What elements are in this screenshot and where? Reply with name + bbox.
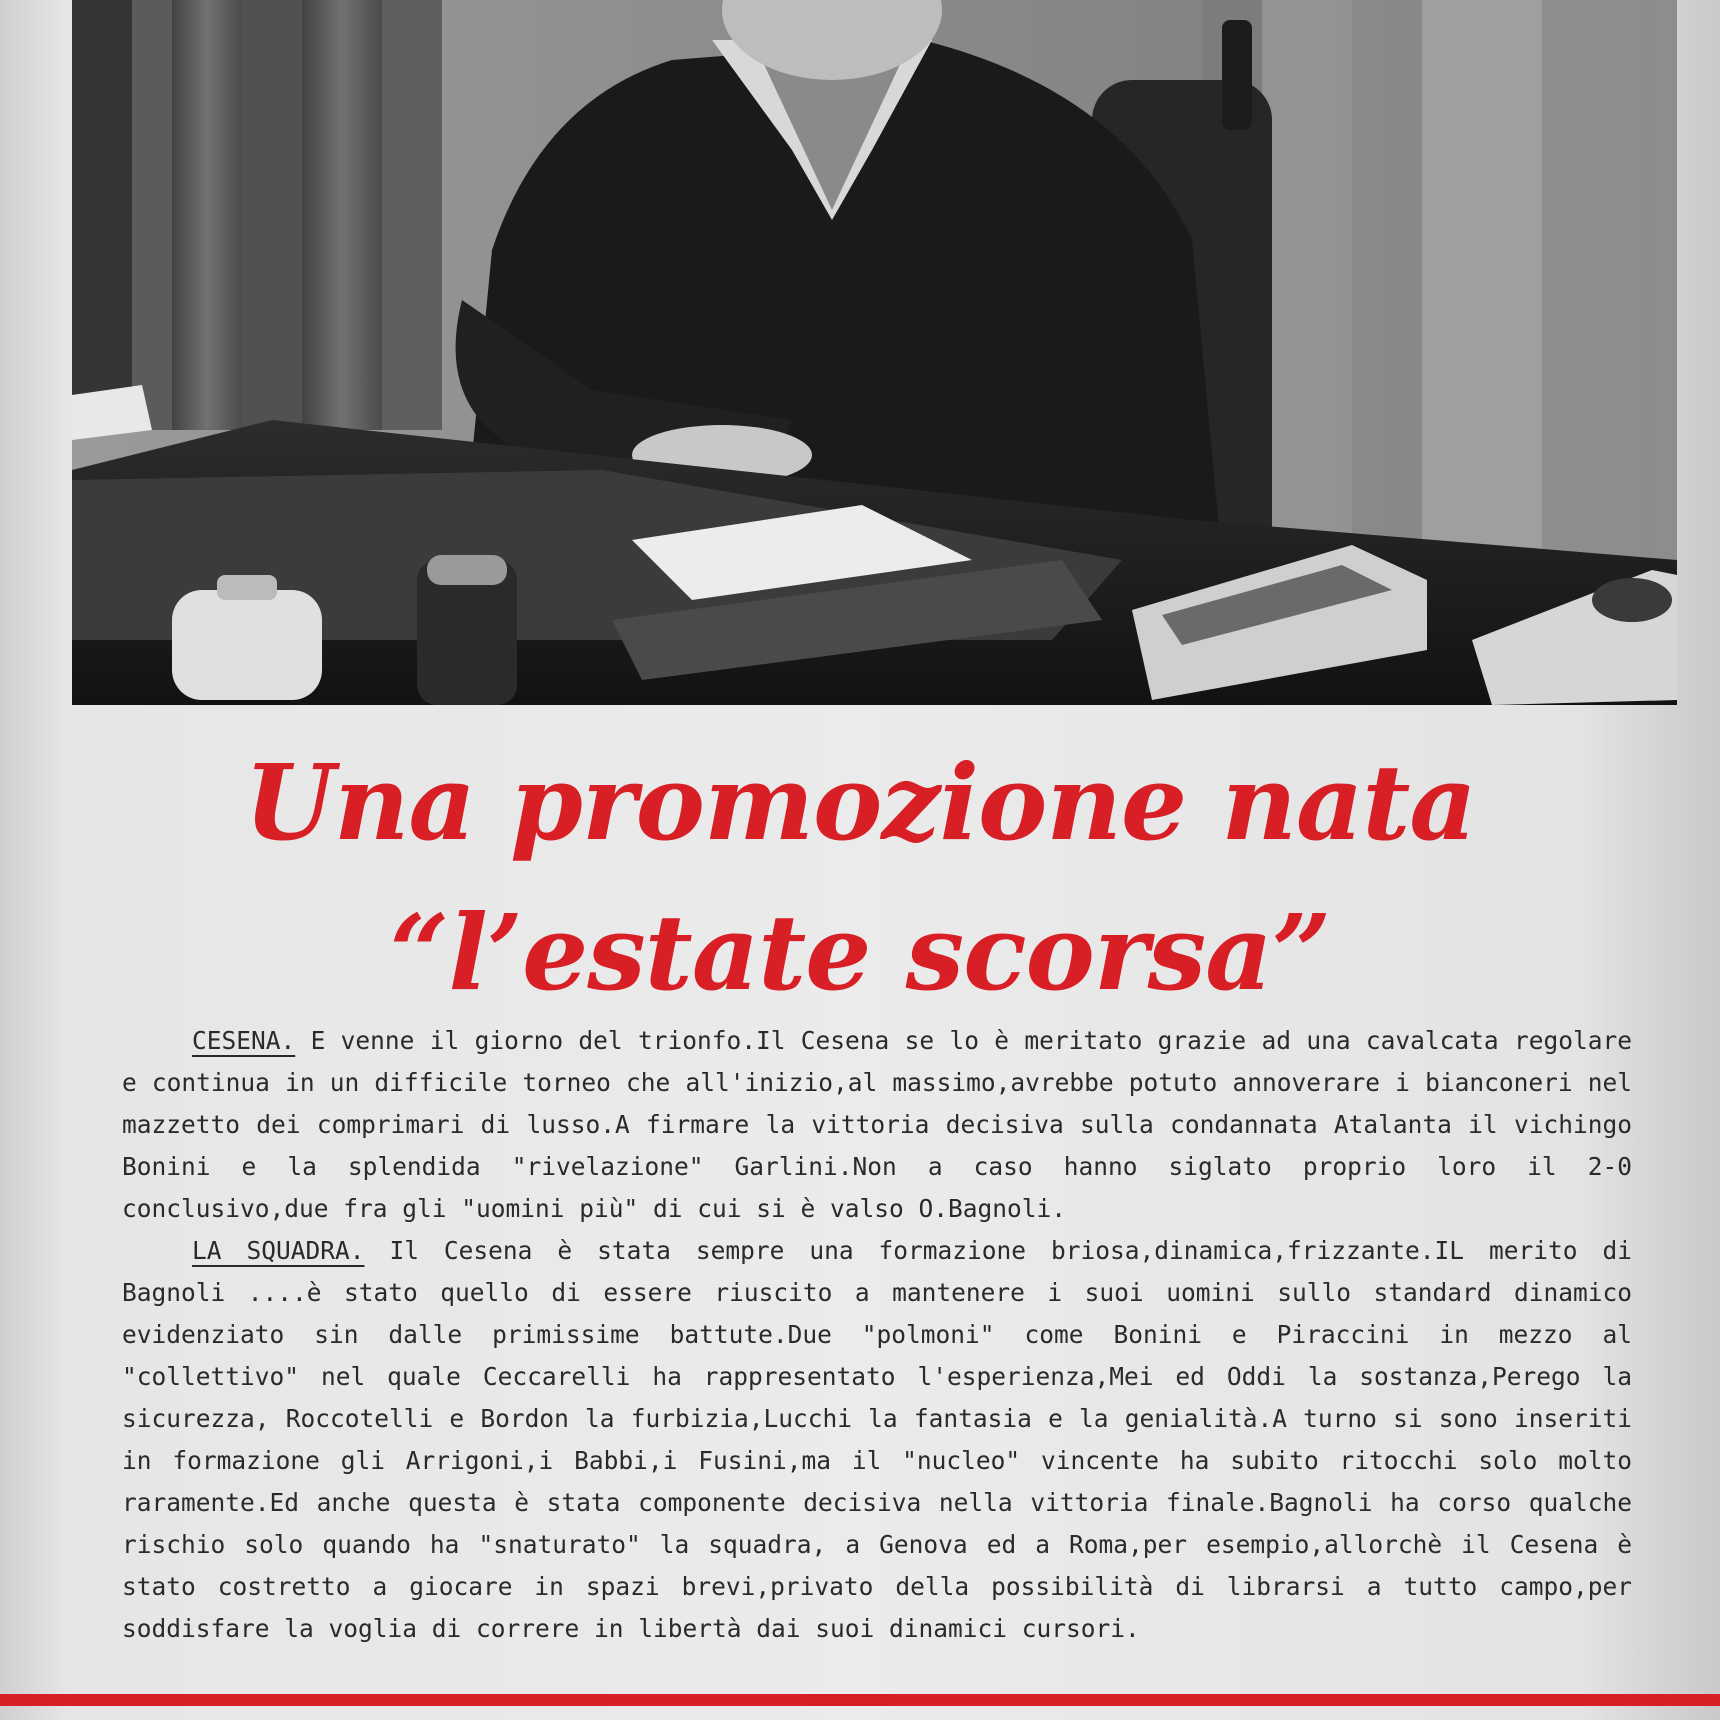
paragraph-text-cesena: E venne il giorno del trionfo.Il Cesena se lo è meritato grazie ad una cavalcata regolare e continua in un difficile torneo che all'inizio,al massimo,avrebbe potuto annoverare i bianconeri nel mazzetto dei comprimari di lusso.A firmare la vittoria decisiva sulla condannata Atalanta il vichingo Bonini e la splendida "rivelazione" Garlini.Non a caso hanno siglato proprio loro il 2-0 conclusivo,due fra gli "uomini più" di cui si è valso O.Bagnoli.	[122, 1026, 1632, 1223]
paragraph-lead-squadra: LA SQUADRA.	[192, 1236, 365, 1265]
headline	[100, 728, 1620, 1028]
paragraph-cesena	[122, 1020, 1632, 1230]
article-body	[122, 1020, 1632, 1650]
red-bottom-rule	[0, 1694, 1720, 1706]
paragraph-squadra	[122, 1230, 1632, 1650]
paragraph-text-squadra: Il Cesena è stata sempre una formazione briosa,dinamica,frizzante.IL merito di Bagnoli ....è stato quello di essere riuscito a mantenere i suoi uomini sullo standard dinamico evidenziato sin dalle primissime battute.Due "polmoni" come Bonini e Piraccini in mezzo al "collettivo" nel quale Ceccarelli ha rappresentato l'esperienza,Mei ed Oddi la sostanza,Perego la sicurezza, Roccotelli e Bordon la furbizia,Lucchi la fantasia e la genialità.A turno si sono inseriti in formazione gli Arrigoni,i Babbi,i Fusini,ma il "nucleo" vincente ha subito ritocchi solo molto raramente.Ed anche questa è stata componente decisiva nella vittoria finale.Bagnoli ha corso qualche rischio solo quando ha "snaturato" la squadra, a Genova ed a Roma,per esempio,allorchè il Cesena è stato costretto a giocare in spazi brevi,privato della possibilità di librarsi a tutto campo,per soddisfare la voglia di correre in libertà dai suoi dinamici cursori.	[122, 1236, 1632, 1643]
paragraph-lead-cesena: CESENA.	[192, 1026, 296, 1055]
headline-line-1: Una promozione nata	[244, 741, 1476, 864]
headline-line-2: “l’estate scorsa”	[389, 891, 1331, 1014]
portrait-photo	[72, 0, 1677, 705]
